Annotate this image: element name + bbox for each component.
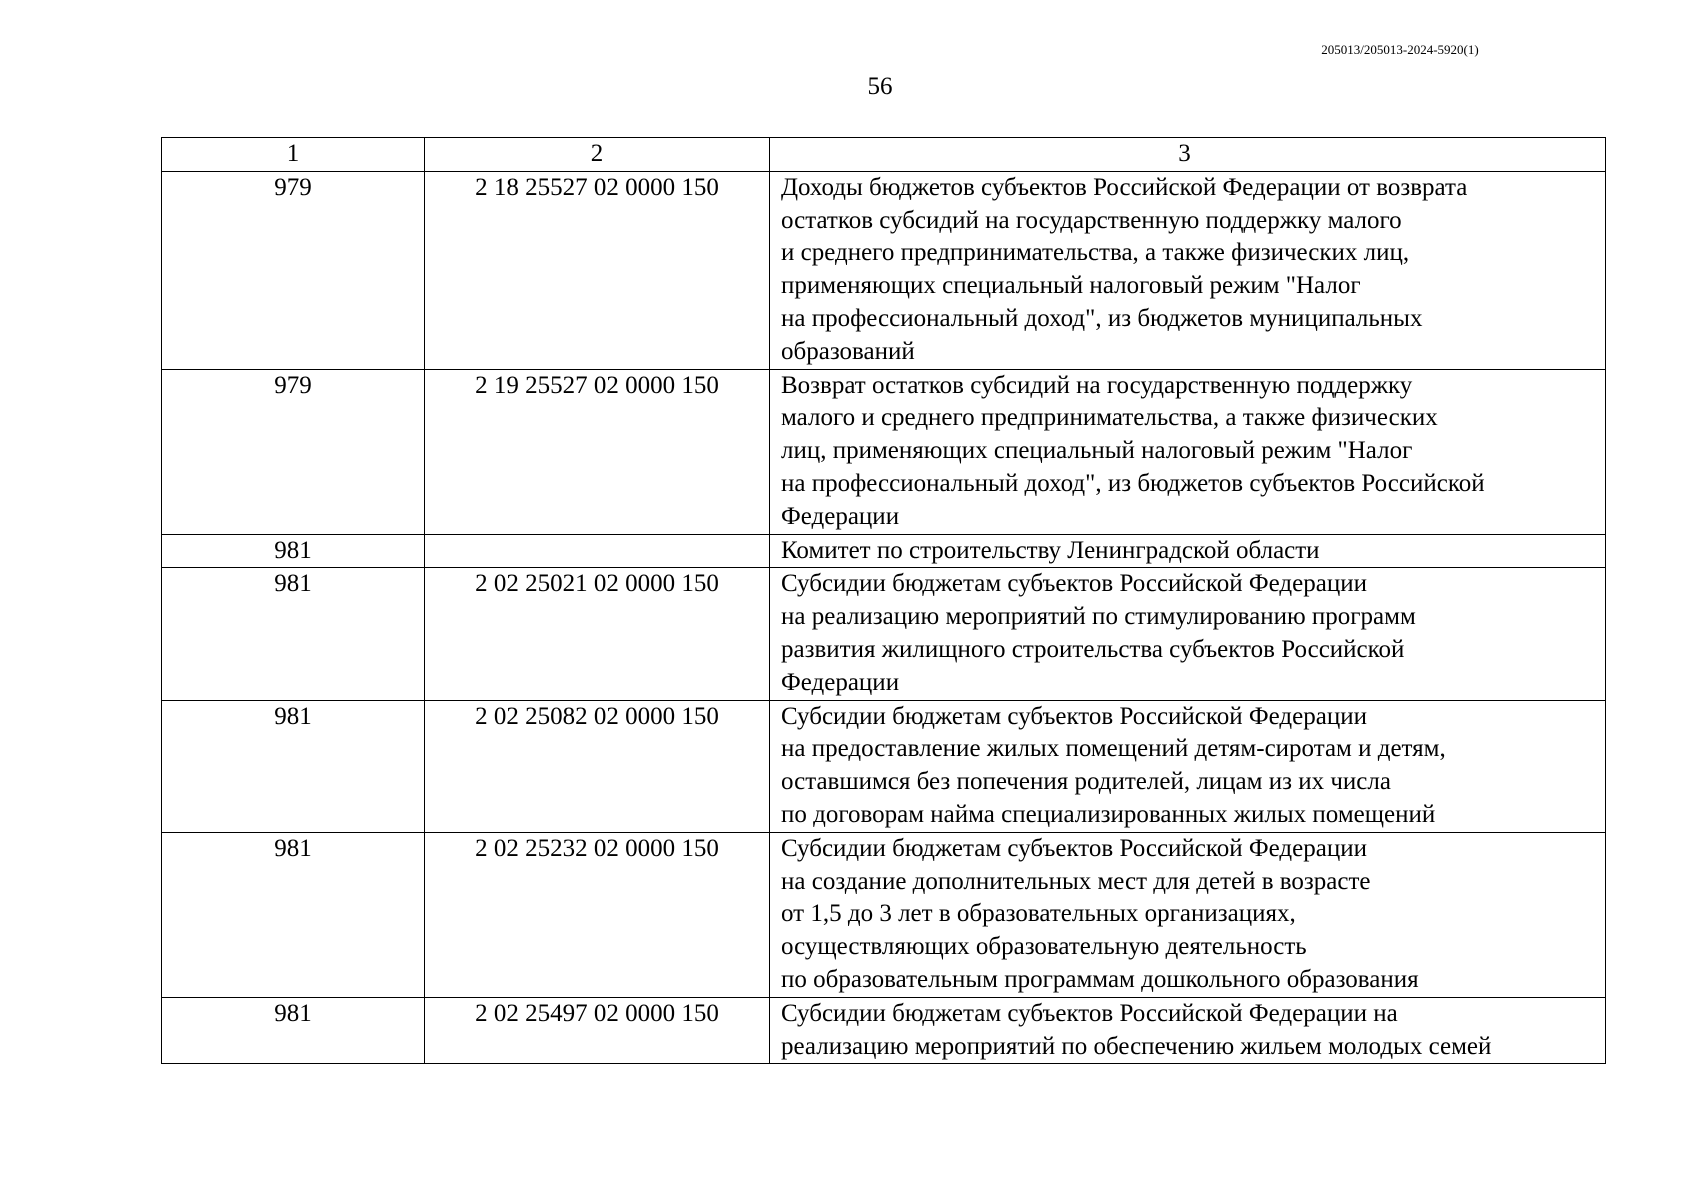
description-line: по договорам найма специализированных жилых помещений: [781, 800, 1436, 828]
kbk-code-cell: 2 19 25527 02 0000 150: [425, 369, 770, 534]
description-line: осуществляющих образовательную деятельность: [781, 933, 1307, 961]
budget-classification-table: [161, 137, 1606, 1064]
description-cell: [770, 369, 1606, 534]
admin-code-cell: 981: [162, 832, 425, 997]
admin-code-cell: 981: [162, 700, 425, 832]
description-line: Субсидии бюджетам субъектов Российской Федерации: [781, 570, 1367, 598]
description-line: Возврат остатков субсидий на государственную поддержку: [781, 371, 1413, 399]
description-cell: [770, 171, 1606, 369]
description-line: малого и среднего предпринимательства, а также физических: [781, 404, 1438, 432]
column-header-1: 1: [162, 138, 425, 172]
admin-code-cell: 981: [162, 534, 425, 568]
table-header-row: [162, 138, 1606, 172]
kbk-code-cell: [425, 534, 770, 568]
description-cell: [770, 568, 1606, 700]
admin-code-cell: 981: [162, 997, 425, 1064]
description-line: оставшимся без попечения родителей, лицам из их числа: [781, 768, 1391, 796]
description-line: развития жилищного строительства субъектов Российской: [781, 635, 1405, 663]
description-line: Субсидии бюджетам субъектов Российской Федерации на: [781, 999, 1398, 1027]
description-line: по образовательным программам дошкольного образования: [781, 965, 1419, 993]
description-line: Федерации: [781, 502, 900, 530]
description-line: Доходы бюджетов субъектов Российской Федерации от возврата: [781, 173, 1468, 201]
description-line: Субсидии бюджетам субъектов Российской Федерации: [781, 702, 1367, 730]
description-line: и среднего предпринимательства, а также физических лиц,: [781, 239, 1410, 267]
page-number: 56: [867, 73, 893, 100]
description-line: образований: [781, 337, 915, 365]
table-row: [162, 832, 1606, 997]
description-line: Субсидии бюджетам субъектов Российской Федерации: [781, 834, 1367, 862]
description-cell: [770, 534, 1606, 568]
document-id: 205013/205013-2024-5920(1): [1321, 42, 1479, 57]
admin-code-cell: 981: [162, 568, 425, 700]
kbk-code-cell: 2 18 25527 02 0000 150: [425, 171, 770, 369]
table-row: [162, 534, 1606, 568]
description-cell: [770, 832, 1606, 997]
description-line: на профессиональный доход", из бюджетов субъектов Российской: [781, 469, 1485, 497]
description-cell: [770, 700, 1606, 832]
description-line: на реализацию мероприятий по стимулированию программ: [781, 603, 1416, 631]
admin-code-cell: 979: [162, 369, 425, 534]
kbk-code-cell: 2 02 25082 02 0000 150: [425, 700, 770, 832]
description-line: Комитет по строительству Ленинградской области: [781, 536, 1320, 564]
kbk-code-cell: 2 02 25497 02 0000 150: [425, 997, 770, 1064]
table-row: [162, 997, 1606, 1064]
table-row: [162, 568, 1606, 700]
column-header-2: 2: [425, 138, 770, 172]
description-line: остатков субсидий на государственную поддержку малого: [781, 206, 1402, 234]
description-line: на создание дополнительных мест для детей в возрасте: [781, 867, 1371, 895]
description-cell: [770, 997, 1606, 1064]
description-line: от 1,5 до 3 лет в образовательных организациях,: [781, 900, 1296, 928]
description-line: на предоставление жилых помещений детям-сиротам и детям,: [781, 735, 1446, 763]
table-row: [162, 700, 1606, 832]
kbk-code-cell: 2 02 25232 02 0000 150: [425, 832, 770, 997]
description-line: применяющих специальный налоговый режим "Налог: [781, 272, 1361, 300]
column-header-3: 3: [770, 138, 1606, 172]
description-line: на профессиональный доход", из бюджетов муниципальных: [781, 304, 1423, 332]
description-line: Федерации: [781, 668, 900, 696]
kbk-code-cell: 2 02 25021 02 0000 150: [425, 568, 770, 700]
table-row: [162, 171, 1606, 369]
table-row: [162, 369, 1606, 534]
description-line: лиц, применяющих специальный налоговый режим "Налог: [781, 437, 1413, 465]
admin-code-cell: 979: [162, 171, 425, 369]
description-line: реализацию мероприятий по обеспечению жильем молодых семей: [781, 1032, 1492, 1060]
